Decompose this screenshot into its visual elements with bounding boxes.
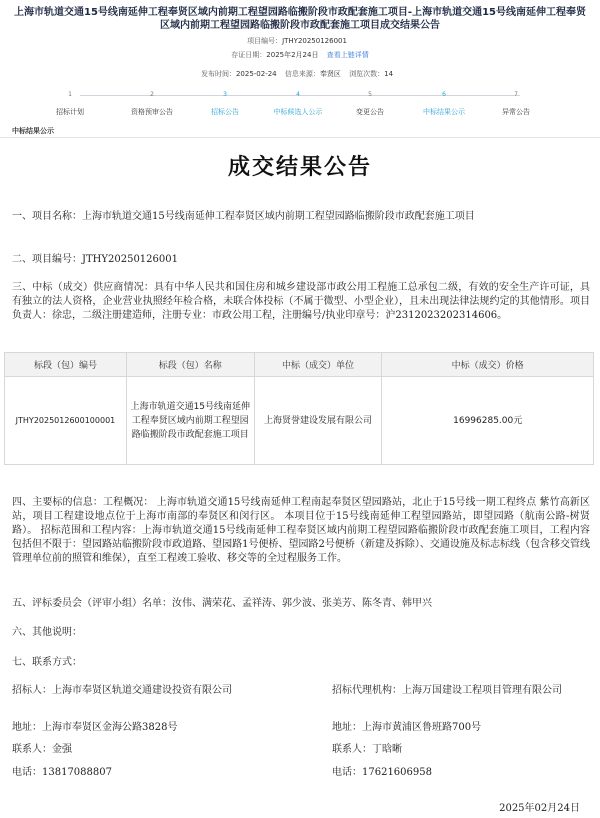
project-number-label: 项目编号： — [247, 37, 283, 45]
step-number: 2 — [150, 91, 154, 98]
step-candidates[interactable] — [263, 90, 333, 117]
store-date-label: 存证日期： — [231, 51, 267, 59]
step-label: 中标结果公示 — [423, 108, 465, 116]
item-main-info: 四、主要标的信息：工程概况： 上海市轨道交通15号线南延伸工程南起奉贤区望园路站，北止于15号线一期工程终点 紫竹高新区站，项目工程建设地点位于上海市南部的奉贤区和闵行区。 本项目位于15号线南延伸工程望园路站，即望园路（航南公路-树贤路）。 招标范围和工程内容：上海市轨道交通15号线南延伸工程奉贤区域内前期工程望园路临搬阶段市政配套施工项目，工程内容包括但不限于：望园路站临搬阶段市政道路、望园路1号便桥、望园路2号便桥（新建及拆除）、交通设施及标志标线（包含移交管线管理单位前的照管和维保），直至工程竣工验收、移交等的全过程服务工作。 — [12, 497, 590, 564]
step-label: 资格预审公告 — [131, 108, 173, 116]
agency-name: 招标代理机构：上海万国建设工程项目管理有限公司 — [332, 685, 562, 696]
col-header-winner: 中标（成交）单位 — [254, 353, 382, 377]
step-number: 5 — [368, 91, 372, 98]
item-project-number: 二、项目编号：JTHY20250126001 — [12, 254, 178, 265]
item-supplier-info: 三、中标（成交）供应商情况：具有中华人民共和国住房和城乡建设部市政公用工程施工总承包二级，有效的安全生产许可证，具有独立的法人资格，企业营业执照经年检合格，未联合体投标（不属于微型、小型企业），且未出现法律法规约定的其他情形。项目负责人：徐忠，二级注册建造师，注册专业：市政公用工程，注册编号/执业印章号：沪2312023202314606。 — [12, 282, 590, 321]
step-number: 1 — [68, 91, 72, 98]
col-header-lot-number: 标段（包）编号 — [5, 353, 127, 377]
source-value: 奉贤区 — [319, 70, 341, 78]
tenderer-address: 地址：上海市奉贤区金海公路3828号 — [12, 722, 178, 733]
item-contact-heading: 七、联系方式： — [12, 657, 82, 668]
tenderer-name: 招标人：上海市奉贤区轨道交通建设投资有限公司 — [12, 685, 232, 696]
views-count: 14 — [384, 70, 394, 78]
step-label: 异常公告 — [502, 108, 530, 116]
step-label: 招标公告 — [211, 108, 239, 116]
agency-phone: 电话：17621606958 — [332, 767, 432, 778]
step-bid-plan[interactable] — [35, 90, 105, 117]
step-label: 中标候选人公示 — [273, 108, 323, 116]
step-number: 6 — [442, 91, 446, 98]
step-number: 4 — [296, 91, 300, 98]
table-row — [5, 377, 594, 465]
section-label: 中标结果公示 — [12, 127, 54, 135]
publish-date: 2025-02-24 — [235, 70, 277, 78]
step-result[interactable] — [409, 90, 479, 117]
col-header-price: 中标（成交）价格 — [382, 353, 594, 377]
step-number: 7 — [514, 91, 518, 98]
table-header-row — [5, 353, 594, 377]
step-label: 变更公告 — [356, 108, 384, 116]
step-tender-notice[interactable] — [190, 90, 260, 117]
store-date: 2025年2月24日 — [266, 51, 319, 59]
announcement-header-title: 上海市轨道交通15号线南延伸工程奉贤区域内前期工程望园路临搬阶段市政配套施工项目-上海市轨道交通15号线南延伸工程奉贤区域内前期工程望园路临搬阶段市政配套施工项目成交结果公告 — [14, 7, 586, 31]
cell-lot-name: 上海市轨道交通15号线南延伸工程奉贤区域内前期工程望园路临搬阶段市政配套施工项目 — [126, 377, 254, 465]
publish-info-line — [0, 69, 600, 79]
item-project-name: 一、项目名称：上海市轨道交通15号线南延伸工程奉贤区域内前期工程望园路临搬阶段市政配套施工项目 — [12, 211, 475, 222]
step-label: 招标计划 — [56, 108, 84, 116]
tenderer-contact-person: 联系人：金强 — [12, 744, 72, 755]
step-change-notice[interactable] — [335, 90, 405, 117]
agency-address: 地址：上海市黄浦区鲁班路700号 — [332, 722, 482, 733]
step-prequal[interactable] — [117, 90, 187, 117]
cell-winner: 上海贤誉建设发展有限公司 — [254, 377, 382, 465]
announcement-date: 2025年02月24日 — [499, 803, 580, 814]
store-date-line — [0, 50, 600, 60]
step-abnormal[interactable] — [481, 90, 551, 117]
section-divider — [0, 137, 600, 138]
project-number-line — [0, 36, 600, 46]
source-label: 信息来源： — [284, 70, 320, 78]
project-number: JTHY20250126001 — [282, 37, 347, 45]
tenderer-phone: 电话：13817088807 — [12, 767, 112, 778]
views-label: 浏览次数： — [349, 70, 385, 78]
step-number: 3 — [223, 91, 227, 98]
cell-price: 16996285.00元 — [382, 377, 594, 465]
agency-contact-person: 联系人：丁晗晰 — [332, 744, 402, 755]
chain-detail-link[interactable]: 查看上链详情 — [326, 51, 369, 59]
item-other-notes: 六、其他说明： — [12, 627, 82, 638]
item-committee: 五、评标委员会（评审小组）名单：汝伟、满荣花、孟祥涛、郭少波、张美芳、陈冬青、韩甲兴 — [12, 598, 432, 609]
cell-lot-number: JTHY2025012600100001 — [5, 377, 127, 465]
publish-label: 发布时间： — [200, 70, 236, 78]
document-title: 成交结果公告 — [227, 154, 372, 180]
progress-steps — [30, 90, 570, 120]
col-header-lot-name: 标段（包）名称 — [126, 353, 254, 377]
result-table — [4, 352, 594, 465]
